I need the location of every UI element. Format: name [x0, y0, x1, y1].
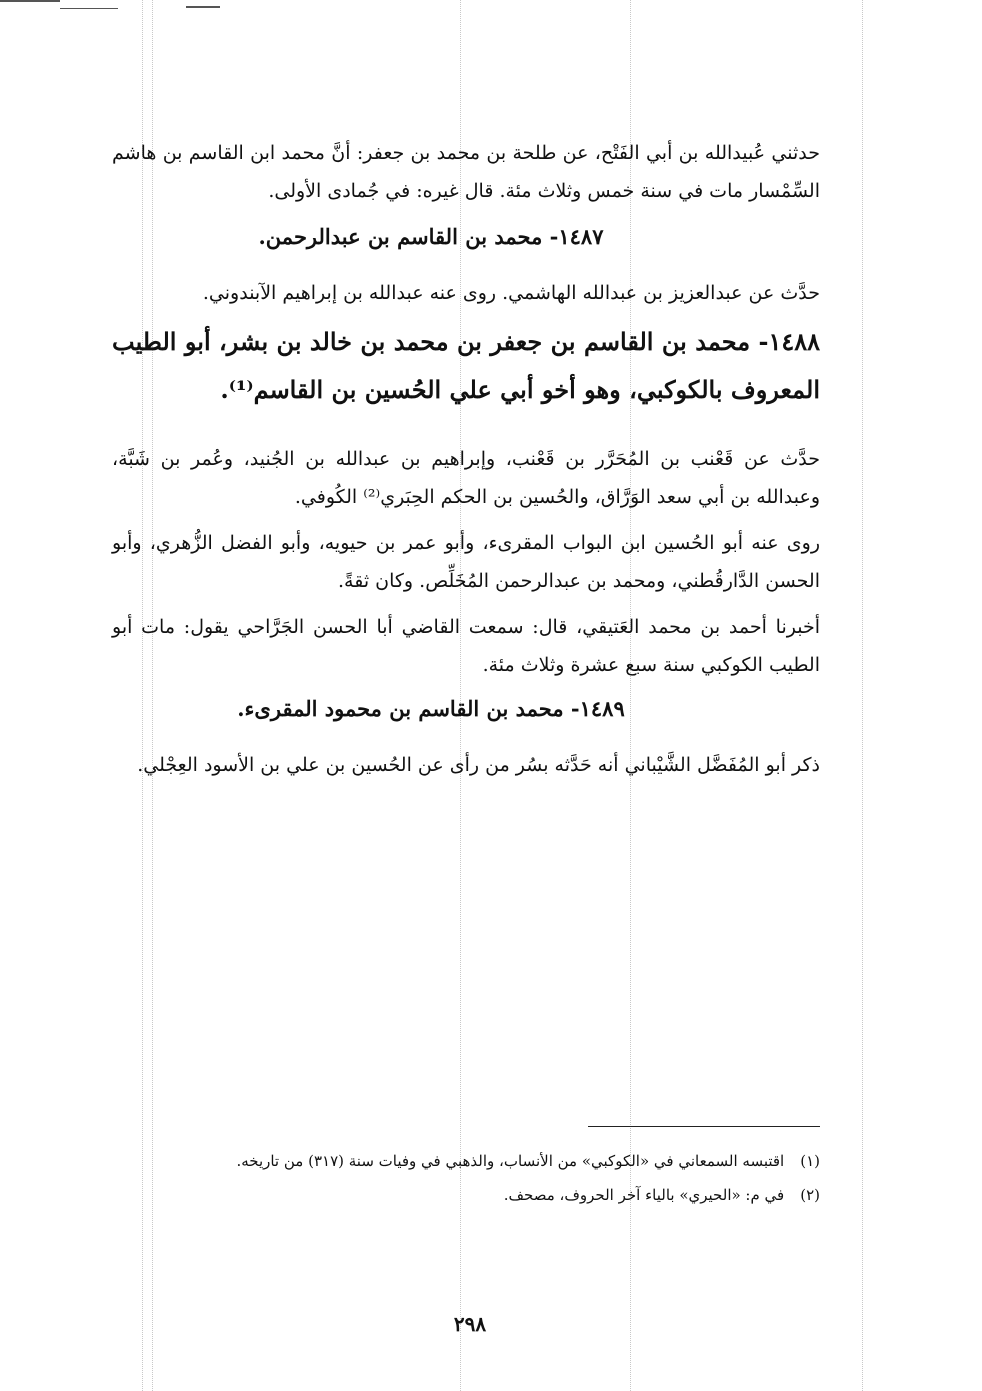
footnotes: [112, 1146, 820, 1214]
footnote-number: (١): [800, 1152, 820, 1170]
footnote-separator: [588, 1126, 820, 1127]
scan-mark-top-left-2: [60, 8, 118, 9]
scan-mark-top-left: [0, 0, 60, 2]
footnote: [112, 1180, 820, 1210]
paragraph: حدَّث عن عبدالعزيز بن عبدالله الهاشمي. روى عنه عبدالله بن إبراهيم الآبندوني.: [202, 282, 820, 304]
entry-heading-1487: ١٤٨٧- محمد بن القاسم بن عبدالرحمن.: [258, 224, 604, 249]
page-number: ٢٩٨: [453, 1312, 487, 1336]
fold-line-5: [862, 0, 863, 1391]
footnote-text: في م: «الحيري» بالياء آخر الحروف، مصحف.: [503, 1186, 785, 1204]
paragraph: حدثني عُبيدالله بن أبي الفَتْح، عن طلحة بن محمد بن جعفر: أنَّ محمد ابن القاسم بن هاشم السِّمْسار مات في سنة خمس وثلاث مئة. قال غيره: في جُمادى الأولى.: [112, 142, 820, 202]
footnote: [112, 1146, 820, 1176]
main-text: [112, 134, 820, 784]
footnote-number: (٢): [800, 1186, 820, 1204]
paragraph: روى عنه أبو الحُسين ابن البواب المقرىء، وأبو عمر بن حيويه، وأبو الفضل الزُّهري، وأبو الحسن الدَّارقُطني، ومحمد بن عبدالرحمن المُخَلِّص. وكان ثقةً.: [112, 532, 820, 592]
footnote-text: اقتبسه السمعاني في «الكوكبي» من الأنساب، والذهبي في وفيات سنة (٣١٧) من تاريخه.: [236, 1152, 785, 1170]
paragraph: أخبرنا أحمد بن محمد العَتيقي، قال: سمعت القاضي أبا الحسن الجَرَّاحي يقول: مات أبو الطيب الكوكبي سنة سبع عشرة وثلاث مئة.: [112, 616, 820, 676]
scan-mark-top-center: [186, 6, 220, 8]
paragraph: حدَّث عن قَعْنب بن المُحَرَّر بن قَعْنب، وإبراهيم بن عبدالله بن الجُنيد، وعُمر بن شَبَّة، وعبدالله بن أبي سعد الوَرَّاق، والحُسين بن الحكم الحِبَري⁽²⁾ الكُوفي.: [112, 448, 820, 508]
entry-heading-1489: ١٤٨٩- محمد بن القاسم بن محمود المقرىء.: [237, 696, 625, 721]
paragraph: ذكر أبو المُفَضَّل الشَّيْباني أنه حَدَّثه بسُر من رأى عن الحُسين بن علي بن الأسود العِجْلي.: [137, 754, 820, 776]
entry-heading-1488: ١٤٨٨- محمد بن القاسم بن جعفر بن محمد بن خالد بن بشر، أبو الطيب المعروف بالكوكبي، وهو أخو أبي علي الحُسين بن القاسم⁽¹⁾.: [112, 327, 820, 404]
